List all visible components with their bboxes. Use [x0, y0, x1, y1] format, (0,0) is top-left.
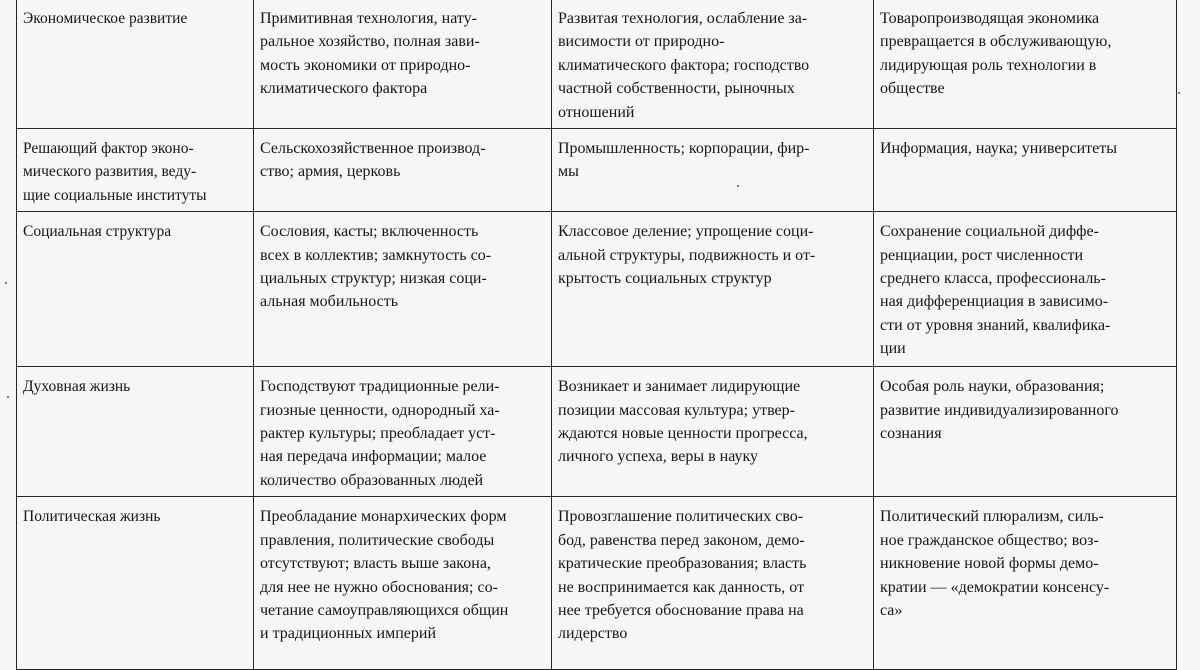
- table-row: [17, 0, 1177, 129]
- cell-text: Примитивная технология, нату- ральное хозяйство, полная зави- мость экономики от природно- климатического фактора: [260, 10, 480, 98]
- cell-text: Особая роль науки, образования; развитие индивидуализированного сознания: [880, 378, 1119, 443]
- cell-text: Политический плюрализм, силь- ное гражданское общество; воз- никновение новой формы демо- кратии — «демократии консенсу- са»: [880, 508, 1110, 619]
- cell-text: Сельскохозяйственное производ- ство; армия, церковь: [260, 140, 486, 181]
- cell-text: Возникает и занимает лидирующие позиции массовая культура; утвер- ждаются новые ценности прогресса, личного успеха, веры в науку: [558, 378, 808, 466]
- table-cell: [874, 367, 1177, 497]
- table-cell: [552, 129, 874, 212]
- row-label-cell: [17, 497, 254, 670]
- table-cell: [874, 0, 1177, 129]
- cell-text: Информация, наука; университеты: [880, 140, 1117, 158]
- row-label: Духовная жизнь: [23, 378, 131, 396]
- row-label-cell: [17, 212, 254, 367]
- table-cell: [552, 367, 874, 497]
- cell-text: Сохранение социальной диффе- ренциации, рост численности среднего класса, профессиональ- ная дифференциация в зависимо- сти от уровня знаний, квалифика- ции: [880, 223, 1111, 358]
- row-label: Социальная структура: [23, 223, 172, 241]
- row-label-cell: [17, 129, 254, 212]
- row-label: Политическая жизнь: [23, 508, 161, 526]
- table-cell: [254, 212, 552, 367]
- cell-text: Провозглашение политических сво- бод, равенства перед законом, демо- кратические преобразования; власть не воспринимается как данность, от нее требуется обоснование права на лидерство: [558, 508, 807, 643]
- row-label: Решающий фактор эконо- мического развития, веду- щие социальные институты: [23, 140, 207, 204]
- table-cell: [874, 212, 1177, 367]
- scan-speck: [7, 396, 9, 398]
- table-cell: [254, 497, 552, 670]
- cell-text: Господствуют традиционные рели- гиозные ценности, однородный ха- рактер культуры; преобладает уст- ная передача информации; малое количество образованных людей: [260, 378, 500, 489]
- cell-text: Промышленность; корпорации, фир- мы: [558, 140, 810, 181]
- table-cell: [874, 497, 1177, 670]
- table-cell: [552, 212, 874, 367]
- cell-text: Товаропроизводящая экономика превращается в обслуживающую, лидирующая роль технологии в обществе: [880, 10, 1112, 98]
- scan-speck: [737, 185, 739, 187]
- table-row: [17, 129, 1177, 212]
- cell-text: Сословия, касты; включенность всех в коллектив; замкнутость со- циальных структур; низкая соци- альная мобильность: [260, 223, 492, 311]
- row-label-cell: [17, 0, 254, 129]
- table-row: [17, 367, 1177, 497]
- table-cell: [552, 497, 874, 670]
- scan-speck: [5, 282, 7, 284]
- row-label: Экономическое развитие: [23, 10, 188, 27]
- table-row: [17, 497, 1177, 670]
- cell-text: Преобладание монархических форм правления, политические свободы отсутствуют; власть выше закона, для нее не нужно обоснования; со- четание самоуправляющихся общин и традиционных империй: [260, 508, 509, 643]
- table-cell: [254, 129, 552, 212]
- cell-text: Классовое деление; упрощение соци- альной структуры, подвижность и от- крытость социальных структур: [558, 223, 816, 288]
- table-cell: [254, 367, 552, 497]
- scan-speck: [1178, 92, 1180, 94]
- table-row: [17, 212, 1177, 367]
- table-cell: [254, 0, 552, 129]
- cell-text: Развитая технология, ослабление за- висимости от природно- климатического фактора; господство частной собственности, рыночных отношений: [558, 10, 810, 121]
- society-types-table: [16, 0, 1177, 670]
- table-cell: [874, 129, 1177, 212]
- row-label-cell: [17, 367, 254, 497]
- table-cell: [552, 0, 874, 129]
